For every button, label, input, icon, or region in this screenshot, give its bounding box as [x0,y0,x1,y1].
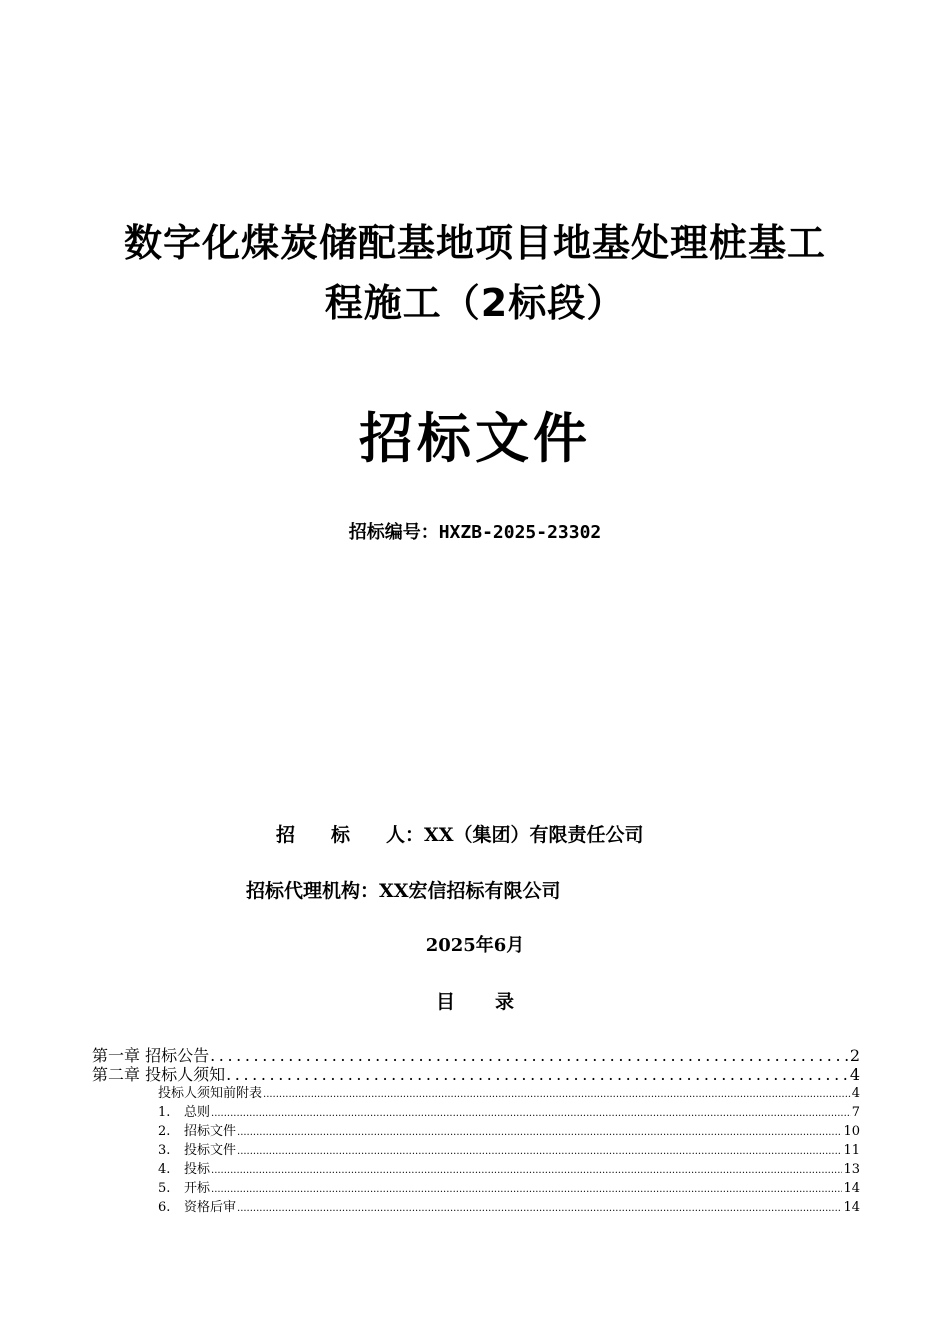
toc-entry-chapter-1[interactable] [92,1043,860,1065]
toc-entry-number: 6. [158,1200,171,1215]
agency-value: XX宏信招标有限公司 [379,880,561,902]
toc-entry-bidder-instructions-table[interactable] [158,1082,860,1101]
toc-entry-number: 4. [158,1162,171,1177]
toc-entry-title: 投标 [184,1162,211,1177]
toc-entry-section-5[interactable] [158,1177,860,1196]
tenderer-label-char: 标 [331,824,351,846]
toc-entry-chapter-2[interactable] [92,1062,860,1084]
agency-label: 招标代理机构： [246,880,380,902]
toc-entry-section-4[interactable] [158,1158,860,1177]
toc-entry-title: 招标文件 [184,1124,237,1139]
document-type-heading: 招标文件 [359,407,591,470]
toc-entry-title: 总则 [184,1105,211,1120]
toc-entry-section-1[interactable] [158,1101,860,1120]
toc-entry-page: 10 [843,1124,860,1139]
toc-entry-page: 13 [843,1162,860,1177]
toc-leader-dots [237,1127,842,1138]
tenderer-line [276,820,644,847]
toc-leader-dots [237,1146,842,1157]
toc-leader-dots [237,1203,842,1214]
tenderer-label-char: 人 [386,824,406,846]
toc-heading [0,987,950,1014]
document-title-line-1: 数字化煤炭储配基地项目地基处理桩基工 [123,221,826,265]
toc-entry-page: 7 [851,1105,860,1120]
toc-entry-page: 11 [843,1143,860,1158]
toc-leader-dots [211,1165,842,1176]
toc-entry-section-2[interactable] [158,1120,860,1139]
bid-number-value: HXZB-2025-23302 [438,522,602,543]
document-title-line-2: 程施工（2标段） [324,281,626,325]
toc-entry-section-6[interactable] [158,1196,860,1215]
bid-number [0,518,950,544]
toc-entry-page: 14 [843,1200,860,1215]
toc-entry-page: 4 [851,1086,860,1101]
toc-leader-dots [211,1184,842,1195]
agency-line [246,876,561,903]
tenderer-value: XX（集团）有限责任公司 [424,824,644,846]
tenderer-colon: ： [405,824,425,846]
bid-number-label: 招标编号： [348,522,439,543]
toc-entry-title: 资格后审 [184,1200,237,1215]
toc-heading-char: 录 [495,991,515,1013]
toc-entry-page: 14 [843,1181,860,1196]
toc-entry-title: 第二章 投标人须知 [92,1065,226,1084]
toc-entry-section-3[interactable] [158,1139,860,1158]
document-date: 2025年6月 [425,935,525,956]
toc-entry-number: 2. [158,1124,171,1139]
toc-entry-title: 第一章 招标公告 [92,1046,210,1065]
toc-entry-number: 5. [158,1181,171,1196]
toc-entry-title: 投标人须知前附表 [158,1086,263,1101]
toc-entry-page: 2 [849,1046,860,1065]
toc-leader-dots [211,1108,851,1119]
toc-entry-page: 4 [849,1065,860,1084]
toc-entry-number: 3. [158,1143,171,1158]
toc-entry-title: 开标 [184,1181,211,1196]
toc-entry-number: 1. [158,1105,171,1120]
toc-entry-title: 投标文件 [184,1143,237,1158]
tenderer-label [276,824,405,846]
toc-heading-char: 目 [435,991,455,1013]
tenderer-label-char: 招 [276,824,296,846]
toc-leader-dots [263,1089,851,1100]
